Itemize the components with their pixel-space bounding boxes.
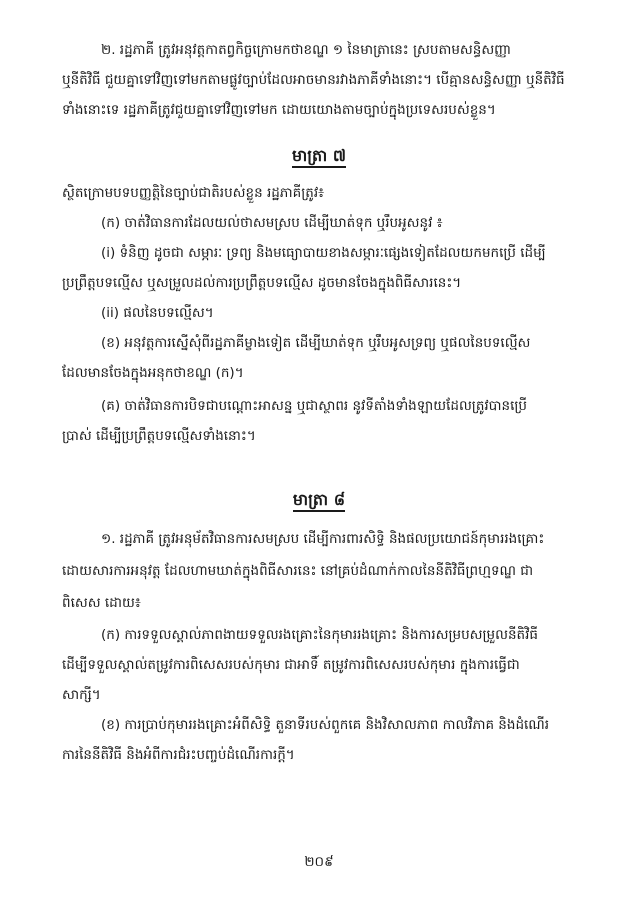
article8-para1-line3: ពិសេស ដោយ៖ [62,595,141,611]
article7-subitem-i-line2: ប្រព្រឹត្តបទល្មើស ឬសម្រួលដល់ការប្រព្រឹត្តបទល្មើស ដូចមានចែងក្នុងពិធីសារនេះ។ [62,275,462,291]
article6-para2-line3: ទាំងនោះទេ រដ្ឋភាគីត្រូវជួយគ្នាទៅវិញទៅមក ដោយយោងតាមច្បាប់ក្នុងប្រទេសរបស់ខ្លួន។ [62,102,496,118]
article8-para1-line1: ១. រដ្ឋភាគី ត្រូវអនុម័តវិធានការសមស្រប ដើម្បីការពារសិទ្ធិ និងផលប្រយោជន៍កុមាររងគ្រោះ [101,531,545,547]
article6-para2-line1: ២. រដ្ឋភាគី ត្រូវអនុវត្តកាតព្វកិច្ចក្រោមកថាខណ្ឌ ១ នៃមាត្រានេះ ស្របតាមសន្ធិសញ្ញា [101,42,512,58]
article7-item-ka: (ក) ចាត់វិធានការដែលយល់ថាសមស្រប ដើម្បីឃាត់ទុក ឬរឹបអូសនូវ ៖ [101,215,443,231]
page-number: ២០៩ [304,854,334,870]
article8-para1-line2: ដោយសារការអនុវត្ត ដែលហាមឃាត់ក្នុងពិធីសារនេះ នៅគ្រប់ដំណាក់កាលនៃនីតិវិធីព្រហ្មទណ្ឌ ជា [62,563,534,579]
article7-heading: មាត្រា ៧ [0,146,638,166]
article7-item-kha-line1: (ខ) អនុវត្តការស្នើសុំពីរដ្ឋភាគីម្ខាងទៀត ដើម្បីឃាត់ទុក ឬរឹបអូសទ្រព្យ ឬផលនៃបទល្មើស [101,335,531,351]
article8-item-kha-line1: (ខ) ការប្រាប់កុមាររងគ្រោះអំពីសិទ្ធិ តួនាទីរបស់ពួកគេ និងវិសាលភាព កាលវិភាគ និងដំណើរ [101,717,550,733]
article7-item-ko-line1: (គ) ចាត់វិធានការបិទជាបណ្តោះអាសន្ន ឬជាស្ថាពរ នូវទីតាំងទាំងឡាយដែលត្រូវបានប្រើ [101,398,527,414]
article8-item-ka-line2: ដើម្បីទទួលស្គាល់តម្រូវការពិសេសរបស់កុមារ ជាអាទិ៍ តម្រូវការពិសេសរបស់កុមារ ក្នុងការធ្វើជា [62,657,520,673]
article7-subitem-i-line1: (i) ទំនិញ ដូចជា សម្ភារៈ ទ្រព្យ និងមធ្យោបាយខាងសម្ភារៈផ្សេងទៀតដែលយកមកប្រើ ដើម្បី [101,245,546,261]
article8-item-ka-line1: (ក) ការទទួលស្គាល់ភាពងាយទទួលរងគ្រោះនៃកុមាររងគ្រោះ និងការសម្របសម្រួលនីតិវិធី [101,627,538,643]
article7-item-ko-line2: ប្រាស់ ដើម្បីប្រព្រឹត្តបទល្មើសទាំងនោះ។ [62,428,256,444]
article8-heading: មាត្រា ៨ [0,490,638,510]
article7-intro: ស្ថិតក្រោមបទបញ្ញត្តិនៃច្បាប់ជាតិរបស់ខ្លួន រដ្ឋភាគីត្រូវ៖ [62,185,325,201]
article6-para2-line2: ឬនីតិវិធី ជួយគ្នាទៅវិញទៅមកតាមផ្លូវច្បាប់ដែលអាចមានរវាងភាគីទាំងនោះ។ បើគ្មានសន្ធិសញ្ញា ឬនីតិវិធី [62,72,565,88]
article8-item-kha-line2: ការនៃនីតិវិធី និងអំពីការជំរះបញ្ចប់ដំណើរការក្តី។ [62,747,295,763]
article8-item-ka-line3: សាក្សី។ [62,687,101,703]
article7-item-kha-line2: ដែលមានចែងក្នុងអនុកថាខណ្ឌ (ក)។ [62,365,244,381]
article7-subitem-ii: (ii) ផលនៃបទល្មើស។ [101,305,214,321]
